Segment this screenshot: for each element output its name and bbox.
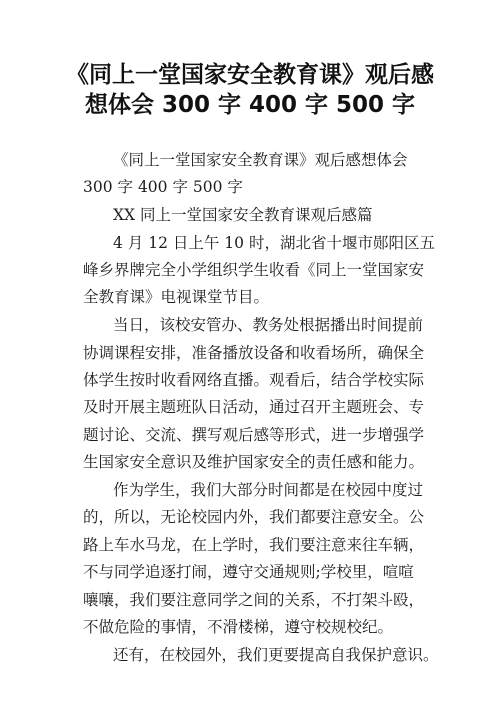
body-line: 当日，该校安管办、教务处根据播出时间提前: [113, 316, 424, 334]
body-line: 4 月 12 日上午 10 时，湖北省十堰市郧阳区五: [113, 234, 435, 252]
body-line: XX 同上一堂国家安全教育课观后感篇: [113, 206, 373, 224]
body-line: 生国家安全意识及维护国家安全的责任感和能力。: [83, 453, 425, 471]
body-line: 不做危险的事情，不滑楼梯，遵守校规校纪。: [83, 618, 394, 636]
document-title-line-2: 想体会 300 字 400 字 500 字: [84, 92, 416, 118]
body-line: 的，所以，无论校园内外，我们都要注意安全。公: [83, 508, 425, 526]
body-line: 300 字 400 字 500 字: [83, 178, 243, 196]
body-line: 路上车水马龙，在上学时，我们要注意来往车辆，: [83, 536, 425, 554]
body-line: 不与同学追逐打闹，遵守交通规则;学校里，喧喧: [83, 563, 414, 581]
body-line: 协调课程安排，准备播放设备和收看场所，确保全: [83, 344, 425, 362]
body-line: 峰乡界牌完全小学组织学生收看《同上一堂国家安: [83, 261, 425, 279]
body-line: 还有，在校园外，我们更要提高自我保护意识。: [113, 646, 439, 664]
body-line: 作为学生，我们大部分时间都是在校园中度过: [113, 481, 424, 499]
body-line: 嚷嚷，我们要注意同学之间的关系，不打架斗殴，: [83, 591, 425, 609]
body-line: 题讨论、交流、撰写观后感等形式，进一步增强学: [83, 426, 425, 444]
document-title-line-1: 《同上一堂国家安全教育课》观后感: [66, 62, 434, 88]
body-line: 及时开展主题班队日活动，通过召开主题班会、专: [83, 398, 425, 416]
body-line: 体学生按时收看网络直播。观看后，结合学校实际: [83, 371, 425, 389]
body-line: 全教育课》电视课堂节目。: [83, 288, 270, 306]
body-line: 《同上一堂国家安全教育课》观后感想体会: [113, 151, 408, 169]
